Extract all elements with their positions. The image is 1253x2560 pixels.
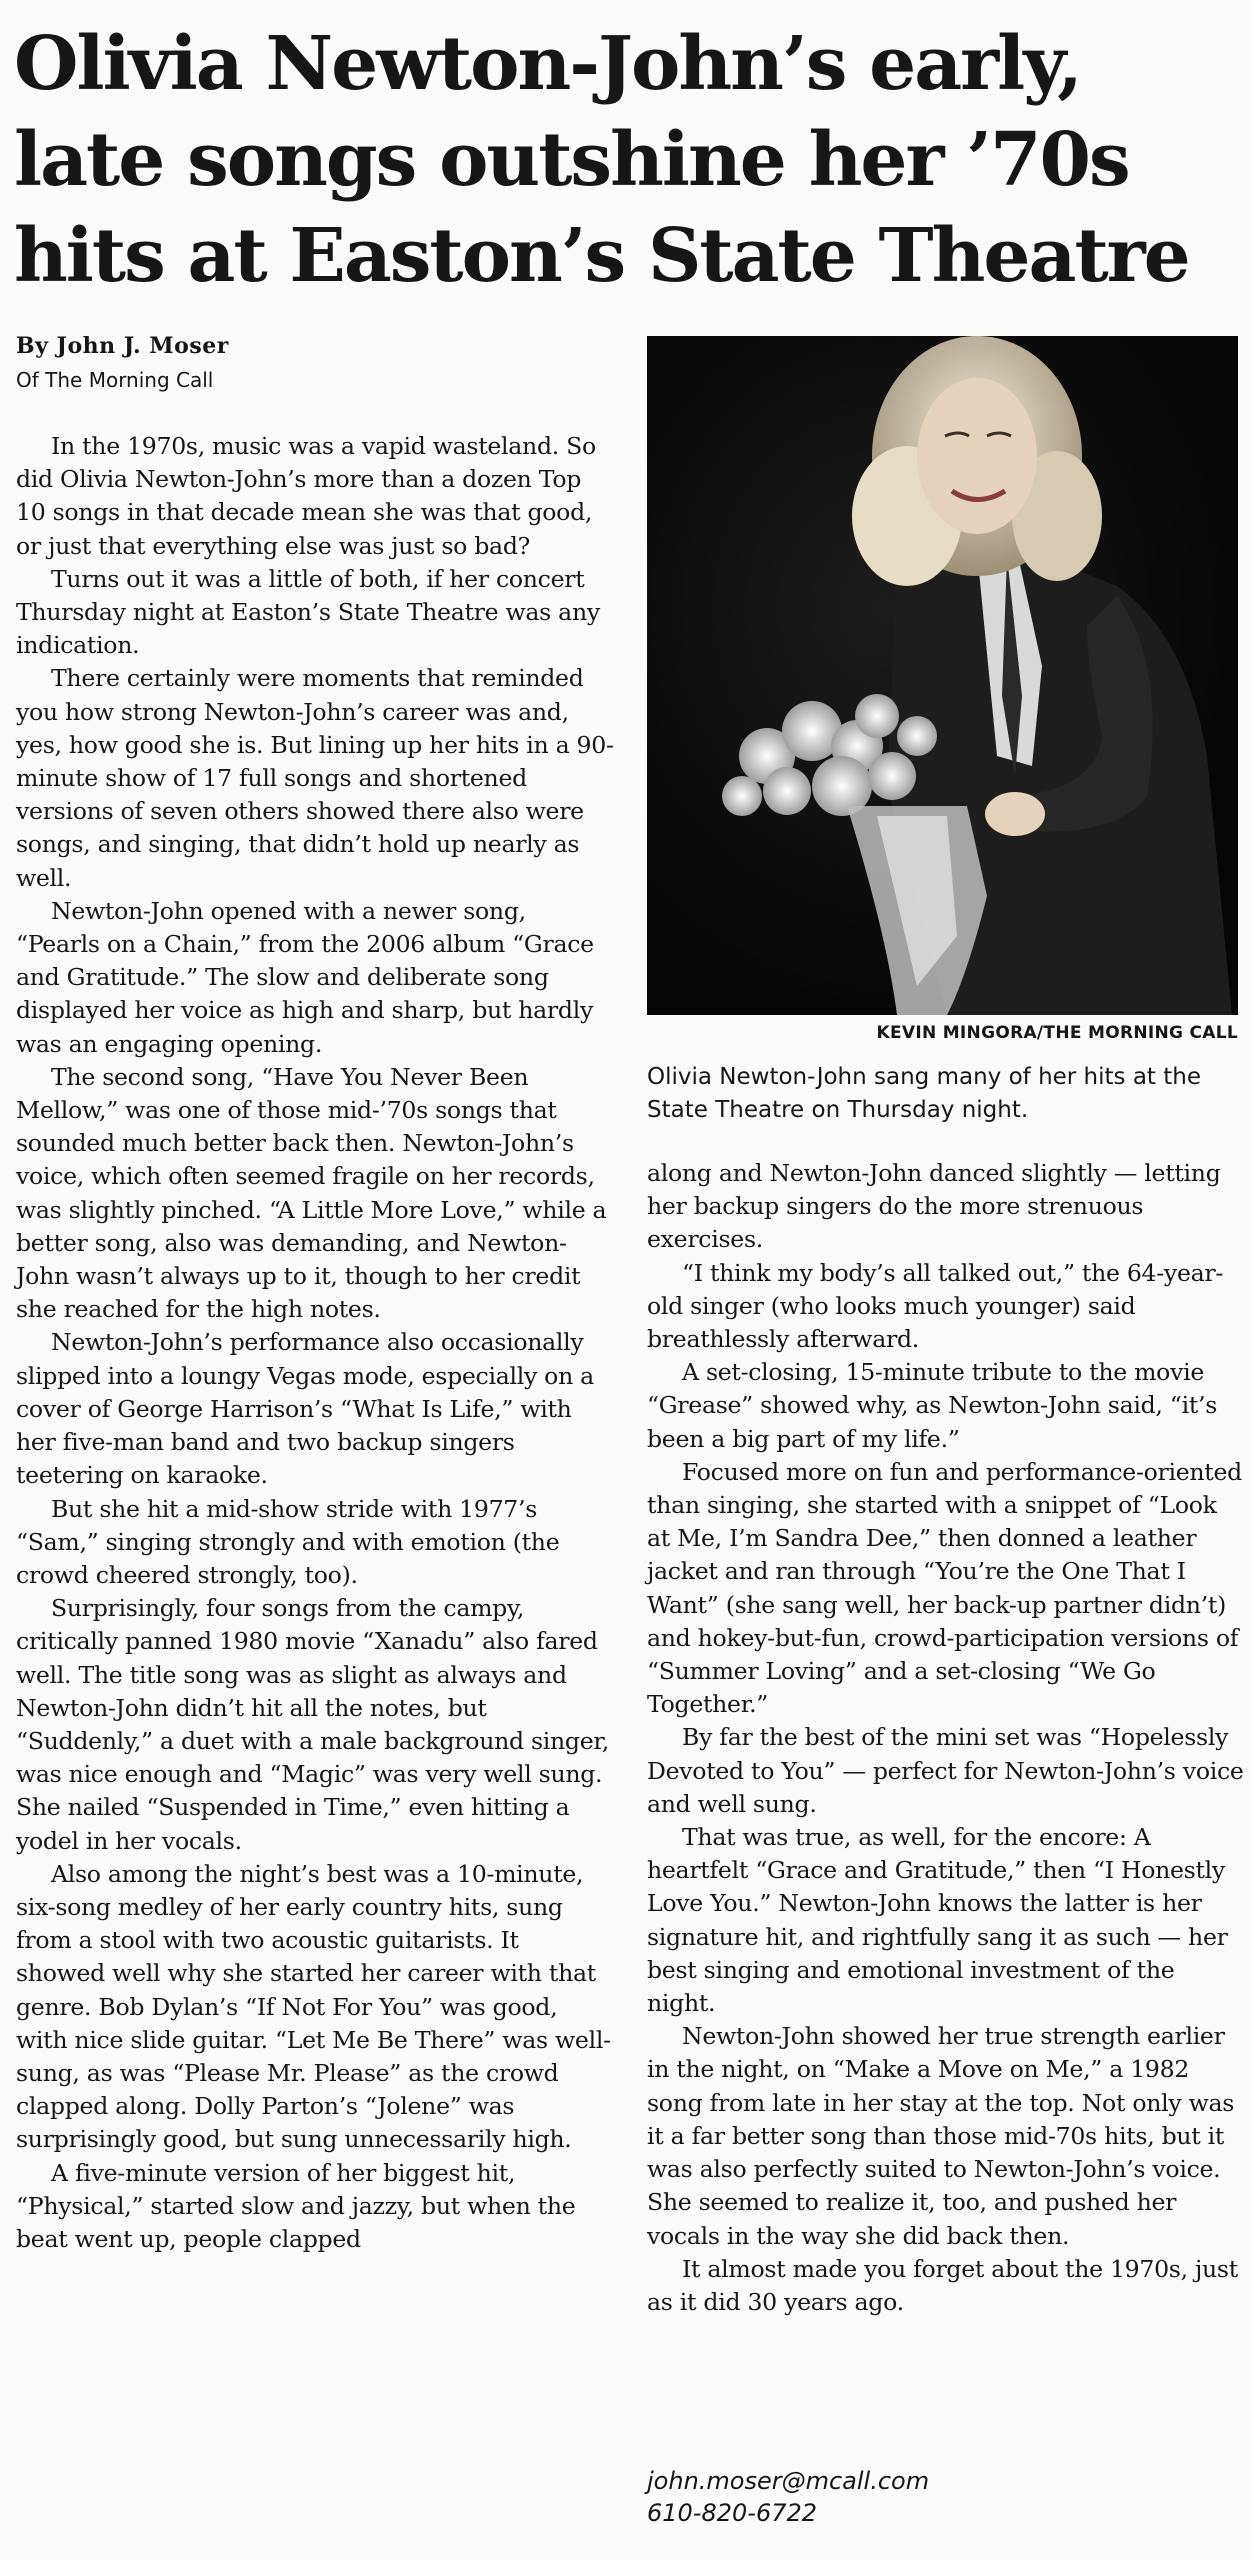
photo-credit: KEVIN MINGORA/THE MORNING CALL (876, 1023, 1238, 1043)
article-paragraph: Surprisingly, four songs from the campy, critically panned 1980 movie “Xanadu” also fared well. The title song was as slight as always and Newton-John didn’t hit all the notes, but “Suddenly,” a duet with a male background singer, was nice enough and “Magic” was very well sung. She nailed “Suspended in Time,” even hitting a yodel in her vocals. (16, 1594, 609, 1855)
photo-caption: Olivia Newton-John sang many of her hits at the State Theatre on Thursday night. (647, 1064, 1202, 1123)
article-paragraph: “I think my body’s all talked out,” the 64-year-old singer (who looks much younger) said breathlessly afterward. (647, 1258, 1224, 1354)
article-paragraph: Newton-John’s performance also occasionally slipped into a loungy Vegas mode, especially on a cover of George Harrison’s “What Is Life,” with her five-man band and two backup singers teetering on karaoke. (16, 1328, 594, 1490)
article-paragraph: A set-closing, 15-minute tribute to the movie “Grease” showed why, as Newton-John said, “it’s been a big part of my life.” (647, 1358, 1218, 1453)
article-paragraph: There certainly were moments that reminded you how strong Newton-John’s career was and, yes, how good she is. But lining up her hits in a 90-minute show of 17 full songs and shortened versions of seven others showed there also were songs, and singing, that didn’t hold up nearly as well. (16, 664, 614, 892)
byline: By John J. Moser (16, 333, 229, 359)
article-paragraph: That was true, as well, for the encore: A heartfelt “Grace and Gratitude,” then “I Honestly Love You.” Newton-John knows the latter is her signature hit, and rightfully sang it as such — her best singing and emotional investment of the night. (647, 1823, 1228, 2018)
article-paragraph: Focused more on fun and performance-oriented than singing, she started with a snippet of “Look at Me, I’m Sandra Dee,” then donned a leather jacket and ran through “You’re the One That I Want” (she sang well, her back-up partner didn’t) and hokey-but-fun, crowd-participation versions of “Summer Loving” and a set-closing “We Go Together.” (647, 1457, 1242, 1719)
article-paragraph: along and Newton-John danced slightly — letting her backup singers do the more strenuous exercises. (647, 1159, 1221, 1254)
article-paragraph: Turns out it was a little of both, if her concert Thursday night at Easton’s State Theatre was any indication. (16, 564, 600, 660)
article-paragraph: It almost made you forget about the 1970s, just as it did 30 years ago. (647, 2254, 1238, 2316)
article-paragraph: Newton-John showed her true strength earlier in the night, on “Make a Move on Me,” a 1982 song from late in her stay at the top. Not only was it a far better song than those mid-70s hits, but it was also perfectly suited to Newton-John’s voice. She seemed to realize it, too, and pushed her vocals in the way she did back then. (647, 2022, 1235, 2250)
headline-line-2: late songs outshine her ’70s (14, 117, 1129, 203)
article-paragraph: By far the best of the mini set was “Hopelessly Devoted to You” — perfect for Newton-John’s voice and well sung. (647, 1723, 1244, 1818)
article-paragraph: Newton-John opened with a newer song, “Pearls on a Chain,” from the 2006 album “Grace and Gratitude.” The slow and deliberate song displayed her voice as high and sharp, but hardly was an engaging opening. (16, 896, 594, 1058)
headline-line-3: hits at Easton’s State Theatre (14, 213, 1189, 299)
concert-photo (647, 336, 1238, 1015)
article-paragraph: But she hit a mid-show stride with 1977’s “Sam,” singing strongly and with emotion (the crowd cheered strongly, too). (16, 1494, 560, 1589)
byline-affiliation: Of The Morning Call (16, 368, 214, 392)
headline-line-1: Olivia Newton-John’s early, (14, 21, 1081, 107)
article-paragraph: In the 1970s, music was a vapid wasteland. So did Olivia Newton-John’s more than a dozen Top 10 songs in that decade mean she was that good, or just that everything else was just so bad? (16, 432, 596, 560)
article-paragraph: The second song, “Have You Never Been Mellow,” was one of those mid-’70s songs that sounded much better back then. Newton-John’s voice, which often seemed fragile on her records, was slightly pinched. “A Little More Love,” while a better song, also was demanding, and Newton-John wasn’t always up to it, though to her credit she reached for the high notes. (16, 1062, 607, 1324)
author-contact (647, 2465, 929, 2529)
author-phone: 610-820-6722 (647, 2499, 818, 2527)
headline (14, 16, 1239, 304)
article-paragraph: A five-minute version of her biggest hit, “Physical,” started slow and jazzy, but when the beat went up, people clapped (16, 2158, 576, 2253)
author-email: john.moser@mcall.com (647, 2467, 930, 2495)
article-column-1 (16, 430, 614, 2256)
article-paragraph: Also among the night’s best was a 10-minute, six-song medley of her early country hits, sung from a stool with two acoustic guitarists. It showed well why she started her career with that genre. Bob Dylan’s “If Not For You” was good, with nice slide guitar. “Let Me Be There” was well-sung, as was “Please Mr. Please” as the crowd clapped along. Dolly Parton’s “Jolene” was surprisingly good, but sung unnecessarily high. (16, 1859, 611, 2154)
performer-illustration (647, 336, 1238, 1015)
article-column-2 (647, 1157, 1244, 2319)
